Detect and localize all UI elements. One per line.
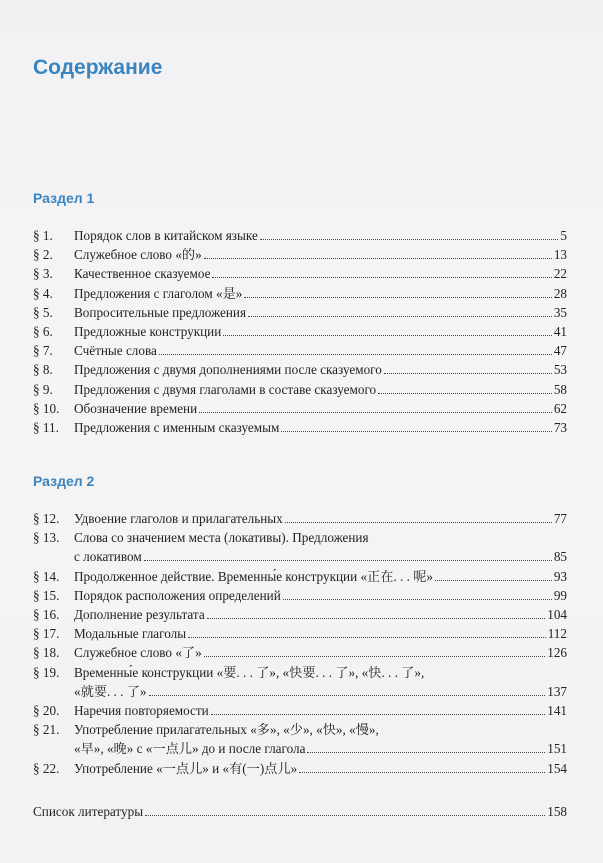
section-number: § 10. xyxy=(33,400,60,416)
toc-row xyxy=(33,802,567,821)
page-number: 73 xyxy=(553,420,567,436)
dot-leader xyxy=(144,560,552,561)
page-number: 137 xyxy=(547,683,567,699)
dot-leader xyxy=(307,752,545,753)
dot-leader xyxy=(299,772,545,773)
page-number: 158 xyxy=(547,804,567,819)
entry-title: Предложные конструкции xyxy=(74,324,222,340)
bibliography-entry[interactable] xyxy=(33,802,567,821)
entry-title: Предложения с именным сказуемым xyxy=(74,420,280,436)
dot-leader xyxy=(188,637,546,638)
entry-title: Обозначение времени xyxy=(74,400,198,416)
toc-entry[interactable] xyxy=(33,624,567,643)
section-number: § 19. xyxy=(33,664,60,680)
entry-title: Порядок расположения определений xyxy=(74,587,281,603)
entry-title: Служебное слово «的» xyxy=(74,247,202,263)
page-number: 151 xyxy=(547,741,567,757)
toc-entry[interactable] xyxy=(33,360,567,379)
page-number: 141 xyxy=(547,703,567,719)
entry-title: «就要. . . 了» xyxy=(74,683,147,699)
page-number: 154 xyxy=(547,760,567,776)
entry-title: Временны́е конструкции «要. . . 了», «快要. . . 了», «快. . . 了», xyxy=(74,664,425,680)
section-number: § 2. xyxy=(33,247,53,263)
entry-title: Качественное сказуемое xyxy=(74,266,211,282)
section-number: § 16. xyxy=(33,607,60,623)
dot-leader xyxy=(207,618,546,619)
section-number: § 20. xyxy=(33,703,60,719)
toc-entry[interactable] xyxy=(33,701,567,720)
dot-leader xyxy=(244,297,551,298)
page-number: 99 xyxy=(553,587,567,603)
section-number: § 14. xyxy=(33,568,60,584)
dot-leader xyxy=(378,393,552,394)
page-number: 22 xyxy=(553,266,567,282)
dot-leader xyxy=(281,431,551,432)
section-2-title: Раздел 2 xyxy=(33,473,95,489)
section-number: § 4. xyxy=(33,285,53,301)
toc-entry[interactable] xyxy=(33,663,567,701)
toc-entry[interactable] xyxy=(33,245,567,264)
entry-title: Слова со значением места (локативы). Предложения xyxy=(74,530,369,546)
page-number: 53 xyxy=(553,362,567,378)
entry-title: Удвоение глаголов и прилагательных xyxy=(74,511,283,526)
entry-title: Наречия повторяемости xyxy=(74,703,209,719)
entry-title: Служебное слово «了» xyxy=(74,645,202,661)
toc-entry[interactable] xyxy=(33,567,567,586)
toc-entry[interactable] xyxy=(33,284,567,303)
section-2-toc xyxy=(33,509,567,778)
section-number: § 9. xyxy=(33,381,53,397)
entry-title: Счётные слова xyxy=(74,343,157,359)
section-number: § 12. xyxy=(33,511,60,526)
dot-leader xyxy=(248,316,552,317)
toc-entry[interactable] xyxy=(33,643,567,662)
dot-leader xyxy=(223,335,552,336)
toc-entry[interactable] xyxy=(33,399,567,418)
page-title: Содержание xyxy=(33,56,163,79)
toc-entry[interactable] xyxy=(33,586,567,605)
page-number: 47 xyxy=(553,343,567,359)
entry-title: Предложения с глаголом «是» xyxy=(74,285,243,301)
section-number: § 21. xyxy=(33,722,60,738)
toc-entry[interactable] xyxy=(33,341,567,360)
section-number: § 6. xyxy=(33,324,53,340)
dot-leader xyxy=(435,580,552,581)
section-number: § 18. xyxy=(33,645,60,661)
section-number: § 17. xyxy=(33,626,60,642)
dot-leader xyxy=(211,714,545,715)
dot-leader xyxy=(159,354,552,355)
dot-leader xyxy=(204,656,546,657)
section-number: § 3. xyxy=(33,266,53,282)
entry-title: «早», «晚» с «一点儿» до и после глагола xyxy=(74,741,306,757)
toc-entry[interactable] xyxy=(33,380,567,399)
section-number: § 7. xyxy=(33,343,53,359)
page-number: 93 xyxy=(553,568,567,584)
dot-leader xyxy=(283,599,552,600)
toc-entry[interactable] xyxy=(33,322,567,341)
toc-entry[interactable] xyxy=(33,759,567,778)
dot-leader xyxy=(149,695,546,696)
dot-leader xyxy=(285,522,552,523)
entry-title: Предложения с двумя дополнениями после сказуемого xyxy=(74,362,382,378)
section-number: § 11. xyxy=(33,420,59,436)
entry-title: Порядок слов в китайском языке xyxy=(74,228,258,243)
dot-leader xyxy=(260,239,559,240)
page-number: 112 xyxy=(547,626,567,642)
page-number: 58 xyxy=(553,381,567,397)
toc-entry[interactable] xyxy=(33,303,567,322)
page-number: 104 xyxy=(547,607,567,623)
dot-leader xyxy=(204,258,552,259)
entry-title: Дополнение результата xyxy=(74,607,205,623)
toc-entry[interactable] xyxy=(33,418,567,437)
entry-title: Вопросительные предложения xyxy=(74,304,247,320)
section-1-title: Раздел 1 xyxy=(33,190,95,206)
page-number: 41 xyxy=(553,324,567,340)
entry-title: с локативом xyxy=(74,549,142,565)
section-1-toc xyxy=(33,226,567,437)
entry-title: Употребление прилагательных «多», «少», «快», «慢», xyxy=(74,722,379,738)
bibliography-label: Список литературы xyxy=(33,804,144,819)
toc-entry[interactable] xyxy=(33,226,567,245)
section-number: § 13. xyxy=(33,530,60,546)
page-number: 62 xyxy=(553,400,567,416)
dot-leader xyxy=(199,412,552,413)
toc-entry[interactable] xyxy=(33,264,567,283)
page-number: 5 xyxy=(560,228,567,243)
section-number: § 8. xyxy=(33,362,53,378)
section-number: § 22. xyxy=(33,760,60,776)
entry-title: Предложения с двумя глаголами в составе сказуемого xyxy=(74,381,377,397)
page-number: 85 xyxy=(553,549,567,565)
dot-leader xyxy=(212,277,551,278)
dot-leader xyxy=(145,815,545,816)
page-number: 13 xyxy=(553,247,567,263)
toc-entry[interactable] xyxy=(33,528,567,566)
page-number: 35 xyxy=(553,304,567,320)
entry-title: Употребление «一点儿» и «有(一)点儿» xyxy=(74,760,298,776)
section-number: § 1. xyxy=(33,228,53,243)
page-number: 77 xyxy=(553,511,567,526)
toc-entry[interactable] xyxy=(33,509,567,528)
page-number: 28 xyxy=(553,285,567,301)
section-number: § 5. xyxy=(33,304,53,320)
page-number: 126 xyxy=(547,645,567,661)
entry-title: Модальные глаголы xyxy=(74,626,187,642)
section-number: § 15. xyxy=(33,587,60,603)
entry-title: Продолженное действие. Временны́е конструкции «正在. . . 呢» xyxy=(74,568,433,584)
dot-leader xyxy=(384,373,552,374)
toc-entry[interactable] xyxy=(33,720,567,758)
toc-entry[interactable] xyxy=(33,605,567,624)
